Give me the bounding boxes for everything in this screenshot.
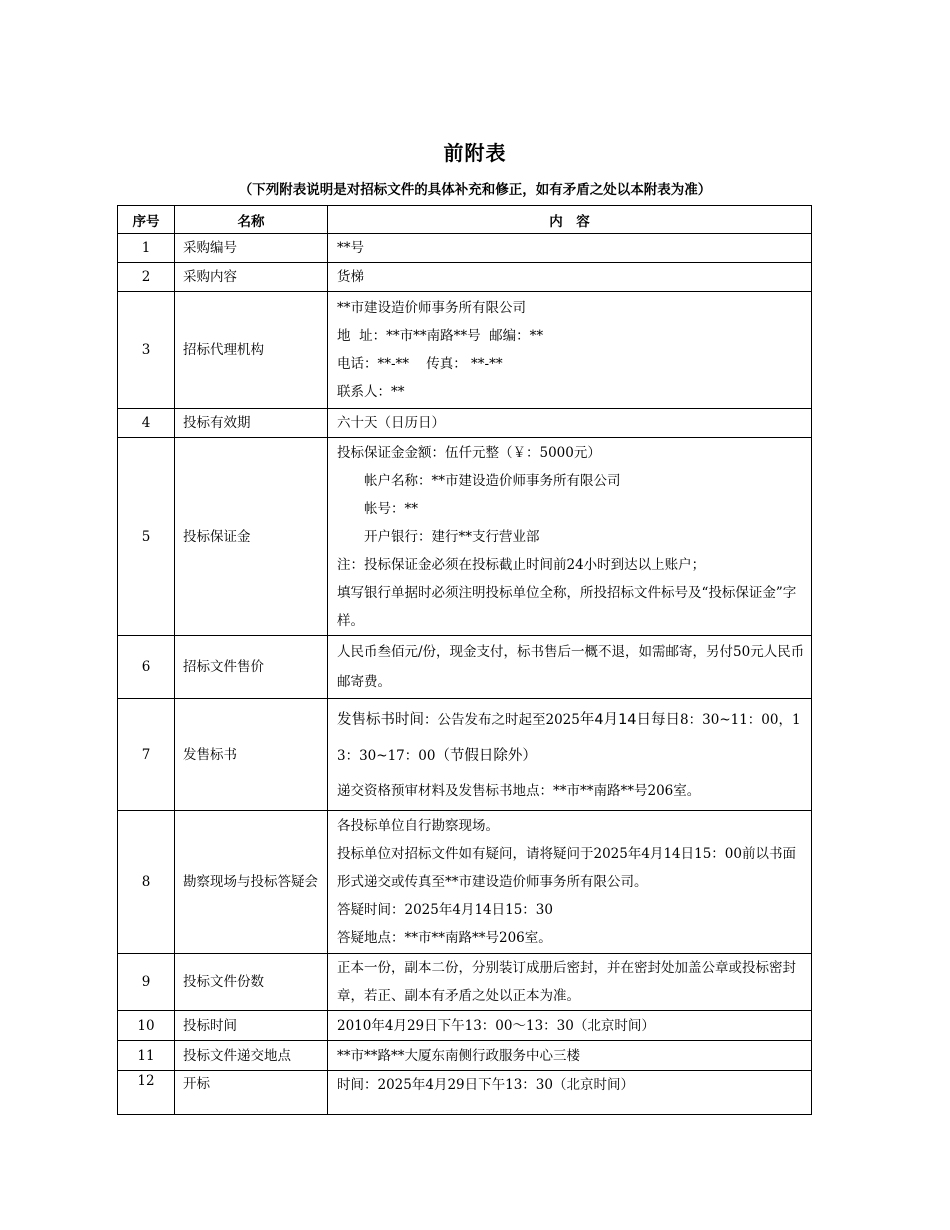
content-line: 正本一份，副本二份，分别装订成册后密封，并在密封处加盖公章或投标密封章，若正、副本有矛盾之处以正本为准。 [337, 960, 796, 1004]
row-name: 投标有效期 [175, 409, 328, 438]
sale-time-holiday: （节假日除外） [435, 747, 537, 764]
row-name: 采购内容 [175, 263, 328, 292]
table-row [118, 1011, 812, 1041]
row-name: 投标时间 [175, 1011, 328, 1041]
content-line: **市**路**大厦东南侧行政服务中心三楼 [337, 1047, 580, 1064]
table-row [118, 636, 812, 699]
table-row [118, 1071, 812, 1115]
content-line: 答疑时间：2025年4月14日15：30 [337, 902, 553, 918]
header-name: 名称 [175, 206, 328, 234]
page-subtitle: （下列附表说明是对招标文件的具体补充和修正，如有矛盾之处以本附表为准） [238, 182, 712, 198]
sale-time-label: 发售标书时间 [337, 711, 424, 728]
content-line: 联系人：** [337, 384, 405, 400]
row-content [328, 1071, 812, 1115]
row-content [328, 636, 812, 699]
row-content [328, 1041, 812, 1071]
content-line: 电话：**-** 传真： **-** [337, 356, 503, 372]
content-line: 2010年4月29日下午13：00～13：30（北京时间） [337, 1017, 655, 1034]
row-name: 投标文件份数 [175, 954, 328, 1011]
content-line: 人民币叁佰元/份，现金支付，标书售后一概不退，如需邮寄，另付50元人民币邮寄费。 [337, 644, 805, 690]
content-line: 投标保证金金额：伍仟元整（￥：5000元） [337, 444, 601, 461]
row-index: 3 [118, 292, 175, 409]
header-content: 内 容 [328, 206, 812, 234]
row-content [328, 954, 812, 1011]
content-line: 填写银行单据时必须注明投标单位全称，所投招标文件标号及“投标保证金”字样。 [337, 584, 797, 629]
row-name: 采购编号 [175, 234, 328, 263]
row-content [328, 292, 812, 409]
table-row [118, 699, 812, 811]
header-index: 序号 [118, 206, 175, 234]
row-index: 9 [118, 954, 175, 1011]
row-name: 投标文件递交地点 [175, 1041, 328, 1071]
sale-time-hours: 8：30~11：00，13：30~17：00 [337, 711, 801, 764]
row-index: 10 [118, 1011, 175, 1041]
table-row [118, 1041, 812, 1071]
sale-time-prefix: ：公告发布之时起至2025 [424, 711, 580, 728]
row-index: 2 [118, 263, 175, 292]
row-index: 4 [118, 409, 175, 438]
row-content [328, 409, 812, 438]
front-table [117, 205, 812, 1115]
table-row [118, 811, 812, 954]
row-index: 8 [118, 811, 175, 954]
sale-time-line [337, 702, 805, 774]
content-line: 投标单位对招标文件如有疑问，请将疑问于2025年4月14日15：00前以书面形式递交或传真至**市建设造价师事务所有限公司。 [337, 846, 796, 890]
content-line: 帐户名称：**市建设造价师事务所有限公司 [364, 472, 621, 489]
content-line: 开户银行：建行**支行营业部 [364, 528, 540, 545]
row-name: 勘察现场与投标答疑会 [175, 811, 328, 954]
content-line: 递交资格预审材料及发售标书地点：**市**南路**号206室。 [337, 782, 701, 799]
row-content [328, 699, 812, 811]
row-content [328, 1011, 812, 1041]
row-name: 发售标书 [175, 699, 328, 811]
row-index: 5 [118, 438, 175, 636]
table-header-row [118, 206, 812, 234]
content-line: 答疑地点：**市**南路**号206室。 [337, 930, 552, 946]
row-index: 7 [118, 699, 175, 811]
table-row [118, 409, 812, 438]
row-index: 12 [118, 1071, 175, 1115]
row-name: 招标代理机构 [175, 292, 328, 409]
table-row [118, 263, 812, 292]
content-line: 六十天（日历日） [337, 415, 445, 431]
row-index: 6 [118, 636, 175, 699]
content-line: 各投标单位自行勘察现场。 [337, 818, 499, 834]
table-row [118, 438, 812, 636]
row-name: 开标 [175, 1071, 328, 1115]
content-line: **号 [337, 240, 364, 256]
row-index: 11 [118, 1041, 175, 1071]
table-row [118, 954, 812, 1011]
content-line: 地 址：**市**南路**号 邮编：** [337, 328, 544, 344]
content-line: **市建设造价师事务所有限公司 [337, 300, 526, 316]
content-line: 帐号：** [364, 500, 418, 517]
table-row [118, 292, 812, 409]
row-name: 投标保证金 [175, 438, 328, 636]
row-content [328, 811, 812, 954]
row-content [328, 438, 812, 636]
row-name: 招标文件售价 [175, 636, 328, 699]
sale-time-date: 年4月14日每日 [579, 711, 681, 728]
page-title: 前附表 [443, 141, 507, 165]
content-line: 时间：2025年4月29日下午13：30（北京时间） [337, 1077, 634, 1093]
content-line: 货梯 [337, 269, 364, 285]
table-row [118, 234, 812, 263]
row-content [328, 234, 812, 263]
content-line: 注：投标保证金必须在投标截止时间前24小时到达以上账户； [337, 556, 706, 573]
row-content [328, 263, 812, 292]
row-index: 1 [118, 234, 175, 263]
